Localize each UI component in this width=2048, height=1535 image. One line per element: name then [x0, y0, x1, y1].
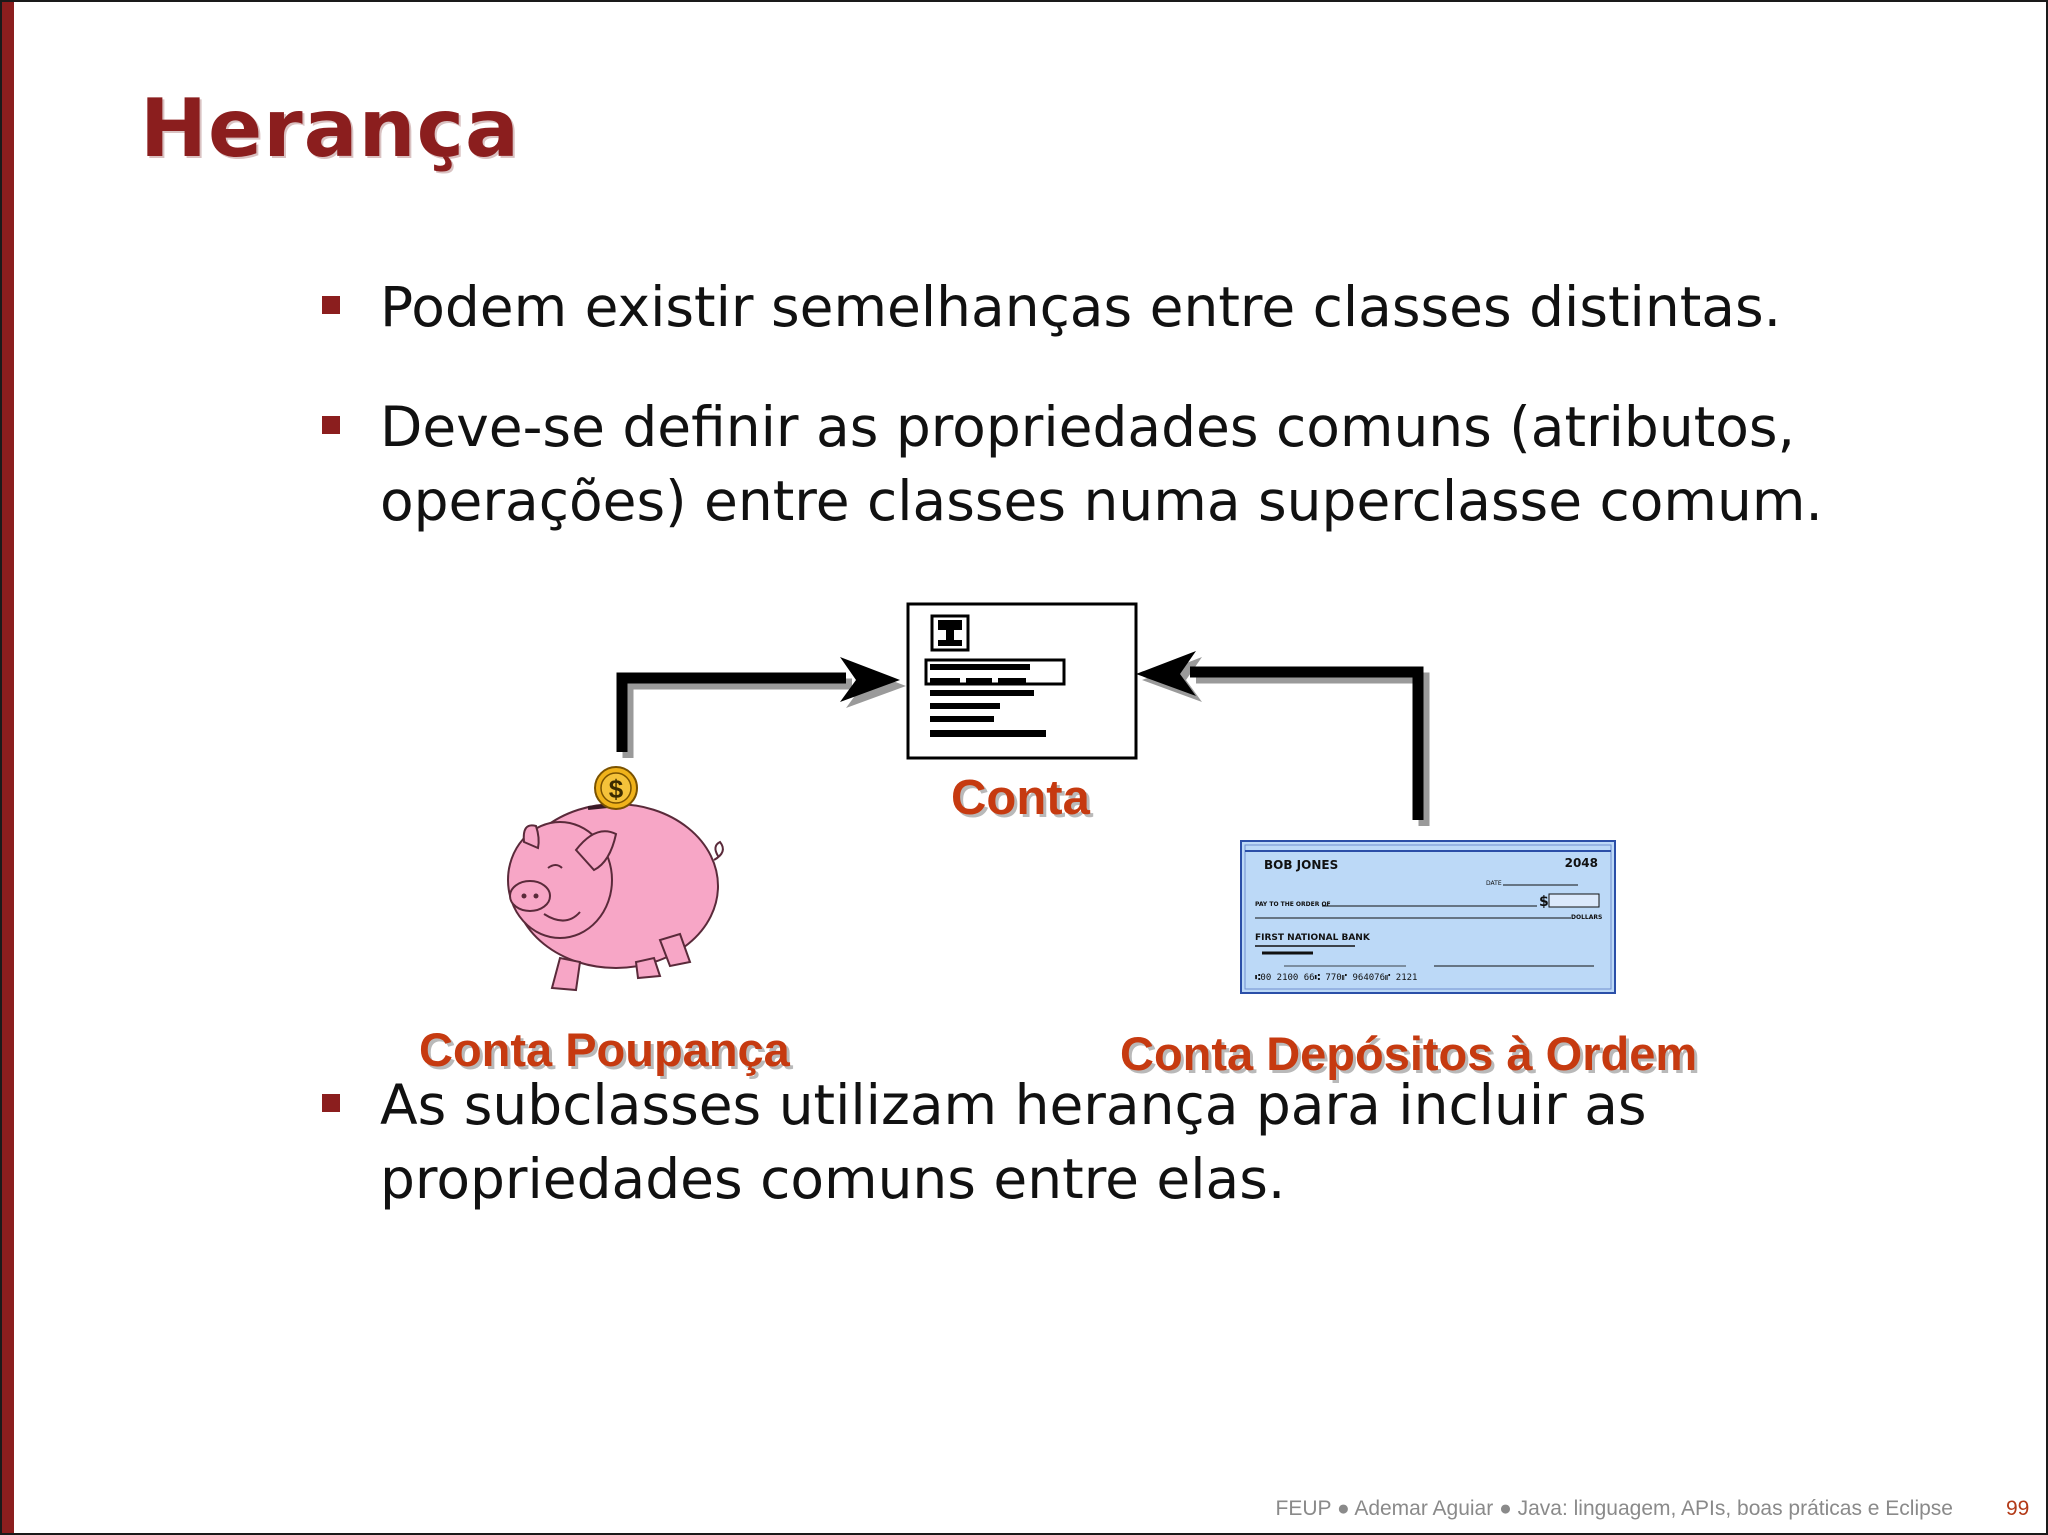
check-date-label: DATE [1486, 880, 1502, 887]
arrow-right-to-superclass [1136, 651, 1424, 826]
coin-symbol: $ [608, 774, 624, 804]
piggy-bank-icon [508, 804, 723, 990]
bullet-marker [322, 1094, 340, 1112]
subclass-right-label: Conta Depósitos à Ordem [1120, 1027, 1698, 1080]
bullet-2-line-1: Deve-se definir as propriedades comuns (atributos, [380, 395, 1796, 459]
coin-icon [595, 767, 637, 809]
account-document-icon [908, 604, 1136, 758]
slide-title: Herança [140, 82, 521, 175]
check-dollars-label: DOLLARS [1571, 914, 1603, 921]
check-currency: $ [1539, 894, 1549, 910]
footer-text: FEUP ● Ademar Aguiar ● Java: linguagem, APIs, boas práticas e Eclipse [1275, 1497, 1953, 1520]
bullet-3 [380, 1068, 1860, 1216]
check-payer-name: BOB JONES [1264, 858, 1339, 872]
bullet-1-line-1: Podem existir semelhanças entre classes distintas. [380, 275, 1782, 339]
arrow-left-to-superclass [622, 657, 906, 758]
check-pay-label: PAY TO THE ORDER OF [1255, 901, 1331, 908]
bullet-3-line-2: propriedades comuns entre elas. [380, 1147, 1286, 1211]
check-micr-line: ⑆00 2100 66⑆ 770⑈ 964076⑈ 2121 [1255, 973, 1418, 983]
page-number: 99 [2006, 1497, 2030, 1520]
check-bank-name: FIRST NATIONAL BANK [1255, 933, 1370, 943]
check-number: 2048 [1564, 856, 1598, 870]
bullet-3-line-1: As subclasses utilizam herança para incluir as [380, 1073, 1647, 1137]
subclass-left-label: Conta Poupança [419, 1023, 790, 1076]
bullet-2-line-2: operações) entre classes numa superclasse comum. [380, 469, 1823, 533]
bank-check-icon [1241, 841, 1615, 993]
superclass-label: Conta [951, 771, 1090, 825]
